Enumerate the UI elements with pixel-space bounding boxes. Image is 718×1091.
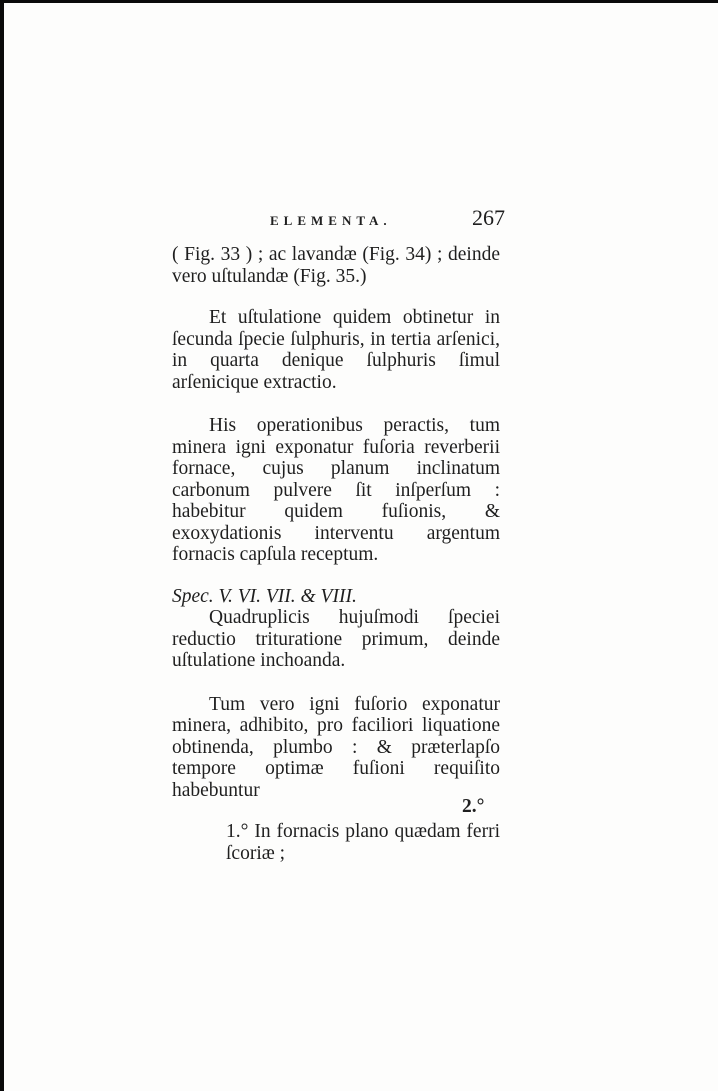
paragraph-tum-vero: Tum vero igni fuſorio exponatur minera, adhibito, pro faciliori liquatione obtinenda, plumbo : & præterlapſo tempore optimæ fuſioni requiſito habebuntur — [172, 693, 500, 801]
enumeration-item-1: 1.° In fornacis plano quædam ferri ſcoriæ ; — [226, 821, 500, 864]
scan-edge-top — [0, 0, 718, 3]
scan-edge-left — [0, 0, 4, 1091]
paragraph-ustulatione: Et uſtulatione quidem obtinetur in ſecunda ſpecie ſulphuris, in tertia arſenici, in quarta denique ſulphuris ſimul arſenicique extractio. — [172, 307, 500, 393]
figure-reference-line: ( Fig. 33 ) ; ac lavandæ (Fig. 34) ; deinde vero uſtulandæ (Fig. 35.) — [172, 244, 500, 287]
page-number: 267 — [472, 205, 505, 230]
paragraph-operationibus: His operationibus peractis, tum minera igni exponatur fuſoria reverberii fornace, cujus planum inclinatum carbonum pulvere ſit inſperſum : habebitur quidem fuſionis, & exoxydationis interventu argentum fornacis capſula receptum. — [172, 415, 500, 565]
spec-heading: Spec. V. VI. VII. & VIII. — [172, 585, 357, 607]
catchword: 2.° — [462, 796, 485, 817]
paragraph-quadruplicis: Quadruplicis hujuſmodi ſpeciei reductio trituratione primum, deinde uſtulatione inchoanda. — [172, 607, 500, 671]
main-text — [172, 244, 500, 864]
page-header — [160, 205, 505, 235]
running-title: ELEMENTA. — [270, 213, 392, 228]
